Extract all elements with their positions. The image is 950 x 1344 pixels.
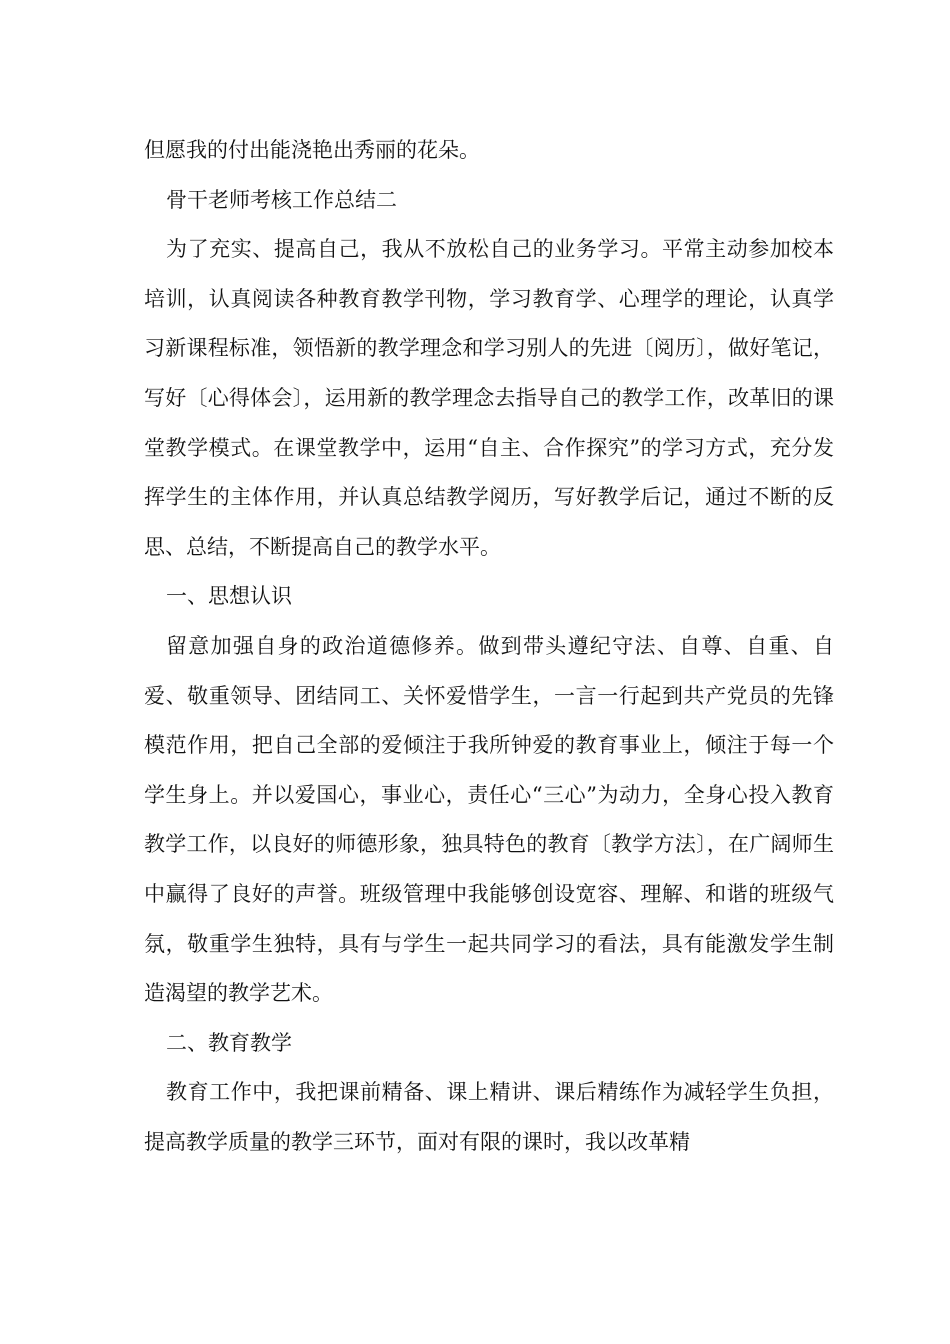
paragraph-teaching-practice: 教育工作中，我把课前精备、课上精讲、课后精练作为减轻学生负担，提高教学质量的教学三环节，面对有限的课时，我以改革精 xyxy=(144,1080,834,1154)
paragraph-closing-line: 但愿我的付出能浇艳出秀丽的花朵。 xyxy=(144,138,480,162)
document-body xyxy=(144,126,834,1167)
paragraph-self-improvement: 为了充实、提高自己，我从不放松自己的业务学习。平常主动参加校本培训，认真阅读各种教育教学刊物，学习教育学、心理学的理论，认真学习新课程标准，领悟新的教学理念和学习别人的先进〔阅历〕，做好笔记，写好〔心得体会〕，运用新的教学理念去指导自己的教学工作，改革旧的课堂教学模式。在课堂教学中，运用“自主、合作探究”的学习方式，充分发挥学生的主体作用，并认真总结教学阅历，写好教学后记，通过不断的反思、总结，不断提高自己的教学水平。 xyxy=(144,237,834,559)
section-title-summary-two: 骨干老师考核工作总结二 xyxy=(166,187,397,212)
heading-education-teaching: 二、教育教学 xyxy=(166,1030,292,1055)
paragraph-moral-cultivation: 留意加强自身的政治道德修养。做到带头遵纪守法、自尊、自重、自爱、敬重领导、团结同工、关怀爱惜学生，一言一行起到共产党员的先锋模范作用，把自己全部的爱倾注于我所钟爱的教育事业上，倾注于每一个学生身上。并以爱国心，事业心，责任心“三心”为动力，全身心投入教育教学工作，以良好的师德形象，独具特色的教育〔教学方法〕，在广阔师生中赢得了良好的声誉。班级管理中我能够创设宽容、理解、和谐的班级气氛，敬重学生独特，具有与学生一起共同学习的看法，具有能激发学生制造渴望的教学艺术。 xyxy=(144,633,834,1006)
heading-ideological-understanding: 一、思想认识 xyxy=(166,584,292,609)
